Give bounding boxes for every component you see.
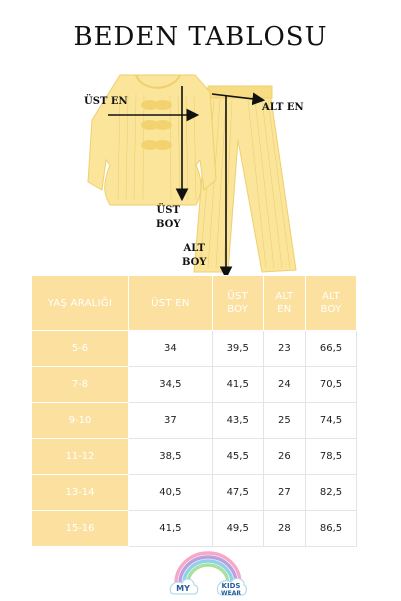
table-row [32,403,357,439]
size-table [31,275,357,547]
ust-en-label: ÜST EN [84,96,128,107]
logo-word-my: MY [176,584,190,593]
logo-word-kids: KIDS [221,582,241,590]
alt-en-cell: 26 [263,439,305,475]
age-cell: 9-10 [32,403,129,439]
header-ust-boy: ÜST BOY [212,276,263,331]
logo-word-wear: WEAR [221,590,241,597]
brand-logo [168,543,248,599]
table-row [32,331,357,367]
alt-en-cell: 23 [263,331,305,367]
alt-boy-cell: 74,5 [306,403,357,439]
header-ust-en: ÜST EN [129,276,213,331]
alt-boy-label: ALT BOY [182,243,207,268]
alt-boy-cell: 66,5 [306,331,357,367]
page-title: BEDEN TABLOSU [73,22,328,52]
table-header-row [32,276,357,331]
age-cell: 5-6 [32,331,129,367]
alt-boy-cell: 70,5 [306,367,357,403]
age-cell: 13-14 [32,475,129,511]
age-cell: 15-16 [32,511,129,547]
ust-boy-cell: 47,5 [212,475,263,511]
ust-boy-cell: 45,5 [212,439,263,475]
ust-boy-cell: 43,5 [212,403,263,439]
table-row [32,475,357,511]
ust-boy-cell: 39,5 [212,331,263,367]
ust-en-cell: 34 [129,331,213,367]
ust-boy-cell: 49,5 [212,511,263,547]
table-row [32,367,357,403]
ust-en-cell: 38,5 [129,439,213,475]
alt-boy-cell: 86,5 [306,511,357,547]
header-alt-boy: ALT BOY [306,276,357,331]
ust-en-cell: 34,5 [129,367,213,403]
ust-boy-cell: 41,5 [212,367,263,403]
alt-en-cell: 27 [263,475,305,511]
garment-illustration [0,0,401,280]
ust-en-cell: 40,5 [129,475,213,511]
ust-en-cell: 37 [129,403,213,439]
alt-en-cell: 25 [263,403,305,439]
table-row [32,511,357,547]
alt-boy-cell: 78,5 [306,439,357,475]
ust-boy-label: ÜST BOY [156,205,181,230]
alt-en-cell: 28 [263,511,305,547]
header-yas-araligi: YAŞ ARALIĞI [32,276,129,331]
alt-boy-cell: 82,5 [306,475,357,511]
table-row [32,439,357,475]
ust-en-cell: 41,5 [129,511,213,547]
header-alt-en: ALT EN [263,276,305,331]
alt-en-label: ALT EN [262,102,304,113]
alt-en-cell: 24 [263,367,305,403]
age-cell: 7-8 [32,367,129,403]
age-cell: 11-12 [32,439,129,475]
